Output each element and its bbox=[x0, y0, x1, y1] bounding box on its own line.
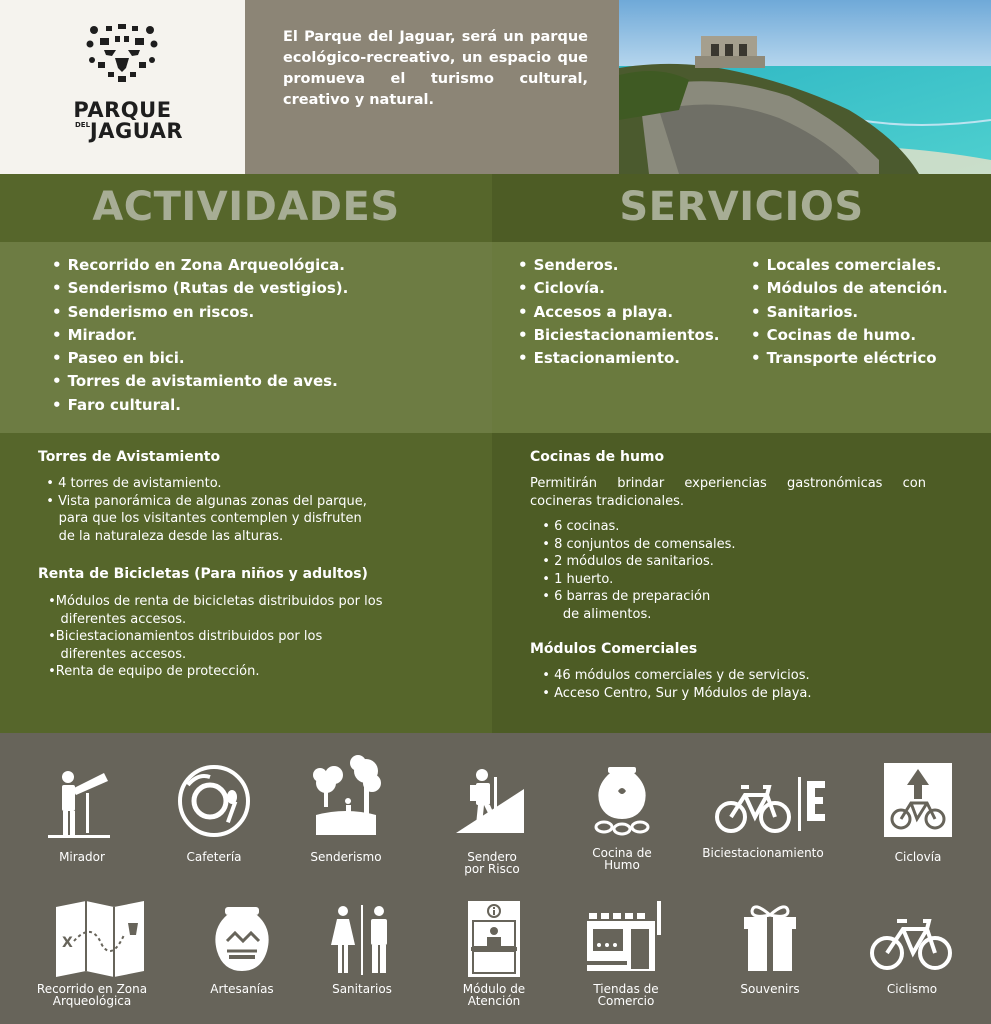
storefront-icon bbox=[583, 901, 669, 973]
icon-legend bbox=[0, 733, 991, 1024]
modulo-atencion-label: Módulo de Atención bbox=[462, 982, 526, 1008]
recorrido-label: Recorrido en Zona Arqueológica bbox=[36, 982, 148, 1008]
bicycle-parking-icon bbox=[703, 773, 833, 833]
tiendas-label: Tiendas de Comercio bbox=[593, 982, 659, 1008]
logo bbox=[0, 0, 245, 174]
list-item: • Módulos de atención. bbox=[751, 277, 948, 300]
servicios-list-panel bbox=[492, 242, 991, 433]
icon-ciclismo bbox=[842, 913, 982, 996]
lists bbox=[0, 242, 991, 433]
artesanias-label: Artesanías bbox=[210, 982, 274, 996]
icon-cafeteria bbox=[144, 763, 284, 864]
logo-line-2: JAGUAR bbox=[89, 119, 184, 143]
gift-icon bbox=[740, 901, 800, 973]
coffee-cup-icon bbox=[174, 763, 254, 843]
list-item: • Biciestacionamientos. bbox=[518, 324, 719, 347]
icon-mirador bbox=[12, 763, 152, 864]
svg-text:X: X bbox=[62, 935, 73, 951]
list-item: • Sanitarios. bbox=[751, 301, 948, 324]
icon-sanitarios bbox=[292, 905, 432, 996]
cocina-humo-label: Cocina de Humo bbox=[592, 846, 652, 872]
details-right-panel bbox=[492, 433, 991, 733]
list-item: • Recorrido en Zona Arqueológica. bbox=[52, 254, 348, 277]
actividades-title: ACTIVIDADES bbox=[92, 184, 400, 230]
biciestacionamiento-label: Biciestacionamiento bbox=[702, 846, 824, 860]
icon-souvenirs bbox=[700, 901, 840, 996]
bicicletas-title: Renta de Bicicletas (Para niños y adultos) bbox=[38, 566, 368, 582]
servicios-list-col2 bbox=[751, 254, 948, 370]
intro-panel bbox=[245, 0, 619, 174]
list-item: • Cocinas de humo. bbox=[751, 324, 948, 347]
header bbox=[0, 0, 991, 174]
sanitarios-label: Sanitarios bbox=[332, 982, 392, 996]
cafeteria-label: Cafetería bbox=[186, 850, 242, 864]
list-item: • Senderismo en riscos. bbox=[52, 301, 348, 324]
list-item: • Transporte eléctrico bbox=[751, 347, 948, 370]
cocinas-body: • 6 cocinas. • 8 conjuntos de comensales. • 2 módulos de sanitarios. • 1 huerto. • 6 barras de preparación de alimentos. bbox=[542, 519, 736, 622]
list-item: • Senderismo (Rutas de vestigios). bbox=[52, 277, 348, 300]
list-item: • Accesos a playa. bbox=[518, 301, 719, 324]
details bbox=[0, 433, 991, 733]
list-item: • Torres de avistamiento de aves. bbox=[52, 370, 348, 393]
torres-body: • 4 torres de avistamiento. • Vista panorámica de algunas zonas del parque, para que los visitantes contemplen y disfruten de la naturaleza desde las alturas. bbox=[46, 476, 367, 544]
cocinas-intro: Permitirán brindar experiencias gastronómicas con cocineras tradicionales. bbox=[530, 476, 926, 509]
clay-pot-icon bbox=[582, 765, 662, 837]
servicios-title: SERVICIOS bbox=[619, 184, 864, 230]
list-item: • Paseo en bici. bbox=[52, 347, 348, 370]
map-icon bbox=[52, 901, 148, 977]
section-titles bbox=[0, 174, 991, 242]
telescope-icon bbox=[42, 763, 122, 843]
info-desk-icon bbox=[467, 901, 521, 977]
restroom-icon bbox=[327, 905, 397, 975]
jaguar-logo-icon bbox=[82, 22, 162, 84]
coast-ruins-image bbox=[619, 0, 991, 174]
icon-sendero-risco bbox=[422, 767, 562, 876]
list-item: • Ciclovía. bbox=[518, 277, 719, 300]
bike-lane-sign-icon bbox=[883, 763, 953, 837]
pottery-icon bbox=[207, 905, 277, 975]
actividades-list bbox=[52, 254, 348, 417]
modulos-body: • 46 módulos comerciales y de servicios. • Acceso Centro, Sur y Módulos de playa. bbox=[542, 668, 812, 701]
senderismo-label: Senderismo bbox=[310, 850, 382, 864]
list-item: • Faro cultural. bbox=[52, 394, 348, 417]
actividades-header bbox=[0, 174, 492, 242]
icon-cocina-humo bbox=[552, 765, 692, 872]
details-left-panel bbox=[0, 433, 492, 733]
list-item: • Mirador. bbox=[52, 324, 348, 347]
icon-modulo-atencion bbox=[424, 901, 564, 1008]
climber-icon bbox=[452, 767, 532, 837]
logo-line-1: PARQUE bbox=[73, 98, 172, 122]
bicycle-icon bbox=[867, 913, 957, 973]
bicicletas-body: •Módulos de renta de bicicletas distribuidos por los diferentes accesos. •Biciestacionamientos distribuidos por los diferentes accesos. •Renta de equipo de protección. bbox=[48, 594, 383, 679]
mirador-label: Mirador bbox=[59, 850, 105, 864]
logo-small-text: DEL bbox=[75, 121, 91, 129]
tulum-photo bbox=[619, 0, 991, 174]
icon-recorrido bbox=[30, 901, 170, 1008]
ciclismo-label: Ciclismo bbox=[886, 982, 938, 996]
cocinas-title: Cocinas de humo bbox=[530, 449, 665, 465]
icon-biciestacionamiento bbox=[698, 773, 838, 860]
icon-artesanias bbox=[172, 905, 312, 996]
servicios-list-col1 bbox=[518, 254, 719, 370]
actividades-list-panel bbox=[0, 242, 492, 433]
ciclovia-label: Ciclovía bbox=[894, 850, 942, 864]
icon-ciclovia bbox=[848, 763, 988, 864]
icon-senderismo bbox=[276, 755, 416, 864]
list-item: • Estacionamiento. bbox=[518, 347, 719, 370]
torres-title: Torres de Avistamiento bbox=[38, 449, 221, 465]
servicios-header bbox=[492, 174, 991, 242]
list-item: • Locales comerciales. bbox=[751, 254, 948, 277]
sendero-risco-label: Sendero por Risco bbox=[464, 850, 520, 876]
trees-hiker-icon bbox=[306, 755, 386, 843]
souvenirs-label: Souvenirs bbox=[740, 982, 800, 996]
modulos-title: Módulos Comerciales bbox=[530, 641, 698, 657]
intro-text: El Parque del Jaguar, será un parque ecológico-recreativo, un espacio que promueva el turismo cultural, creativo y natural. bbox=[283, 29, 588, 108]
icon-tiendas bbox=[556, 901, 696, 1008]
list-item: • Senderos. bbox=[518, 254, 719, 277]
